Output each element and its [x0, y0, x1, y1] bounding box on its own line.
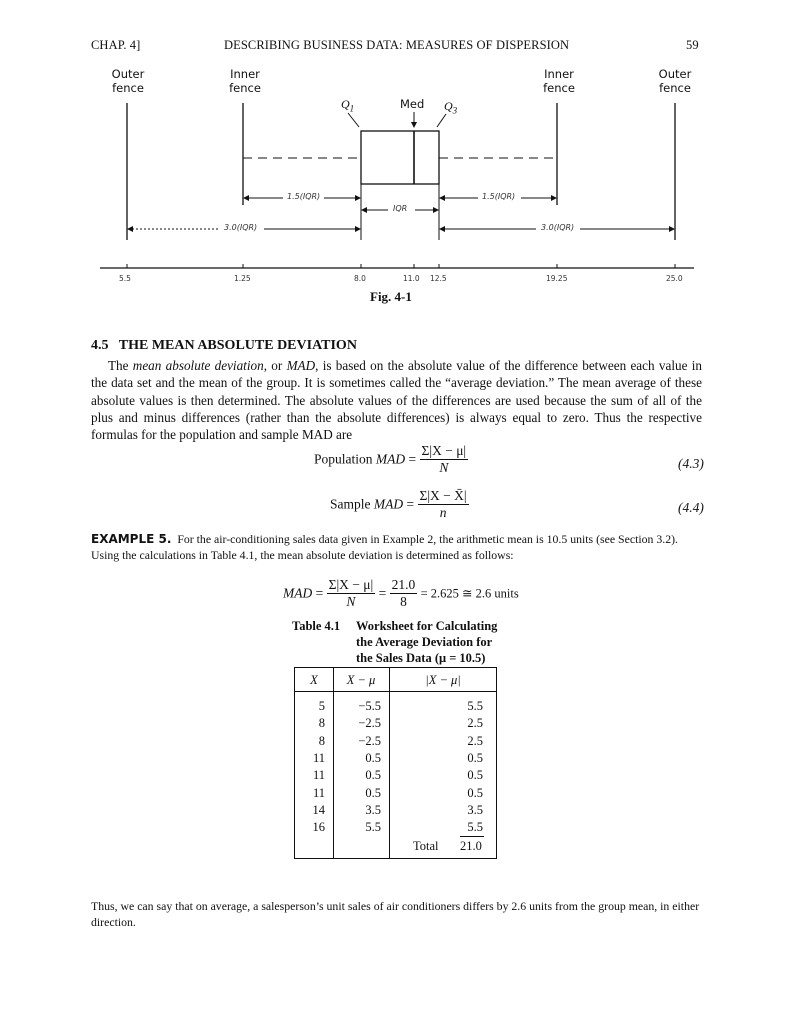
table-cell: 8: [318, 733, 325, 748]
total-rule: [460, 836, 484, 837]
q1-subscript: 1: [349, 103, 355, 114]
body-paragraph: [91, 357, 702, 443]
median-label: Med: [400, 97, 425, 111]
axis-tick-label: 8.0: [354, 274, 366, 283]
table-rows: [295, 698, 496, 836]
table-row: [295, 784, 496, 801]
table-cell: 8: [318, 716, 325, 731]
q3-pointer: [437, 114, 446, 127]
running-title: DESCRIBING BUSINESS DATA: MEASURES OF DISPERSION: [224, 38, 570, 52]
conclusion-paragraph: Thus, we can say that on average, a salesperson’s unit sales of air conditioners differs by 2.6 units from the group mean, in either direction.: [91, 899, 700, 929]
table-cell: 3.5: [467, 802, 483, 817]
table-row: [295, 819, 496, 836]
denominator: n: [439, 505, 447, 520]
axis-tick-label: 19.25: [546, 274, 568, 283]
q3-subscript: 3: [452, 105, 458, 116]
table-row: [295, 698, 496, 715]
population-mad-formula: [314, 443, 468, 476]
calc-fraction-1: [327, 577, 376, 610]
table-row: [295, 715, 496, 732]
table-cell: 0.5: [467, 751, 483, 766]
iqr-box: [361, 131, 439, 184]
worksheet-table: [294, 667, 497, 859]
table-cell: 5.5: [467, 820, 483, 835]
section-title: THE MEAN ABSOLUTE DEVIATION: [118, 338, 357, 353]
text-run: The: [108, 358, 133, 373]
table-caption: [356, 618, 497, 666]
caption-line: Worksheet for Calculating: [356, 619, 498, 633]
q1-letter: Q: [341, 97, 350, 111]
numerator: 21.0: [391, 577, 416, 592]
calc-fraction-2: [390, 577, 418, 610]
equals-sign: =: [403, 496, 415, 512]
example-text: For the air-conditioning sales data given in Example 2, the arithmetic mean is 10.5 units (see Section 3.2). Using the calculations in Table 4.1, the mean absolute deviation is determined as follows:: [91, 532, 678, 562]
left-1-5iqr-label: 1.5(IQR): [287, 192, 321, 201]
text-run: , or: [263, 358, 287, 373]
formula-label: Sample: [330, 496, 374, 512]
label-line: fence: [659, 81, 691, 95]
calc-lhs: MAD: [283, 585, 313, 601]
equals-sign: =: [315, 585, 324, 601]
section-number: 4.5: [91, 338, 109, 353]
table-cell: 0.5: [365, 768, 381, 783]
denominator: 8: [400, 594, 407, 609]
table-cell: 0.5: [467, 785, 483, 800]
label-line: Inner: [230, 67, 260, 81]
formula-label: Population: [314, 451, 376, 467]
axis-tick-label: 5.5: [119, 274, 131, 283]
table-cell: 5.5: [467, 699, 483, 714]
equals-sign: =: [405, 451, 417, 467]
label-line: Outer: [111, 67, 145, 81]
calc-result: = 2.625 ≅ 2.6 units: [420, 586, 519, 601]
example-paragraph: [91, 531, 704, 563]
boxplot-figure: [0, 0, 791, 300]
table-cell: 0.5: [365, 785, 381, 800]
table-cell: −2.5: [358, 716, 381, 731]
denominator: N: [439, 460, 449, 475]
label-line: fence: [543, 81, 575, 95]
table-cell: 16: [312, 820, 325, 835]
right-1-5iqr-label: 1.5(IQR): [482, 192, 516, 201]
page-number: 59: [686, 38, 699, 52]
table-cell: 14: [312, 802, 325, 817]
axis-tick-label: 25.0: [666, 274, 683, 283]
q1-pointer: [348, 113, 359, 127]
table-caption-label: Table 4.1: [292, 619, 341, 633]
formula-var: MAD: [375, 451, 406, 467]
axis-tick-label: 12.5: [430, 274, 447, 283]
table-row: [295, 767, 496, 784]
table-cell: 11: [312, 768, 325, 783]
table-cell: 11: [312, 785, 325, 800]
table-cell: 2.5: [467, 733, 483, 748]
iqr-label: IQR: [393, 204, 408, 213]
table-cell: 2.5: [467, 716, 483, 731]
chapter-label: CHAP. 4]: [91, 38, 141, 52]
table-cell: 5: [318, 699, 325, 714]
total-value: 21.0: [460, 839, 482, 853]
formula-var: MAD: [373, 496, 404, 512]
numerator: Σ|X − μ|: [421, 443, 467, 458]
axis-tick-label: 11.0: [403, 274, 420, 283]
caption-line: the Sales Data (μ = 10.5): [356, 651, 486, 665]
table-row: [295, 802, 496, 819]
table-cell: 0.5: [365, 751, 381, 766]
right-3iqr-label: 3.0(IQR): [541, 223, 575, 232]
header-divider: [295, 691, 496, 692]
left-3iqr-label: 3.0(IQR): [224, 223, 258, 232]
label-line: Inner: [544, 67, 574, 81]
table-row: [295, 733, 496, 750]
equation-number: (4.3): [678, 456, 704, 471]
text-run: , is based on the absolute value of the difference between each value in the data set and the mean of the group. It is sometimes called the “average deviation.” The mean average of these absolute values is then determined. The absolute values of the differences are used because the sum of all of the plus and minus differences (rather than the absolute differences) is always equal to zero. Thus the respective formulas for the population and sample MAD are: [91, 358, 702, 443]
label-line: Outer: [658, 67, 692, 81]
table-cell: 11: [312, 751, 325, 766]
q3-letter: Q: [444, 99, 453, 113]
mad-calculation: [283, 577, 519, 610]
total-label: Total: [413, 839, 439, 853]
figure-caption: Fig. 4-1: [370, 289, 412, 304]
denominator: N: [346, 594, 356, 609]
label-line: fence: [112, 81, 144, 95]
equation-number: (4.4): [678, 500, 704, 515]
header-x: X: [310, 673, 318, 687]
table-cell: 3.5: [365, 802, 381, 817]
header-abs-deviation: |X − μ|: [425, 673, 461, 687]
table-cell: −2.5: [358, 733, 381, 748]
caption-line: the Average Deviation for: [356, 635, 493, 649]
example-label: EXAMPLE 5.: [91, 532, 172, 546]
section-heading: [91, 338, 357, 354]
table-cell: 0.5: [467, 768, 483, 783]
axis-tick-label: 1.25: [234, 274, 251, 283]
term-abbr: MAD: [286, 358, 316, 373]
table-cell: −5.5: [358, 699, 381, 714]
header-deviation: X − μ: [346, 673, 376, 687]
label-line: fence: [229, 81, 261, 95]
term: mean absolute deviation: [132, 358, 264, 373]
numerator: Σ|X − X̄|: [419, 488, 467, 503]
numerator: Σ|X − μ|: [328, 577, 374, 592]
equals-sign: =: [378, 585, 387, 601]
sample-mad-formula: [330, 488, 469, 521]
population-fraction: [420, 443, 469, 476]
sample-fraction: [418, 488, 469, 521]
table-row: [295, 750, 496, 767]
table-cell: 5.5: [365, 820, 381, 835]
